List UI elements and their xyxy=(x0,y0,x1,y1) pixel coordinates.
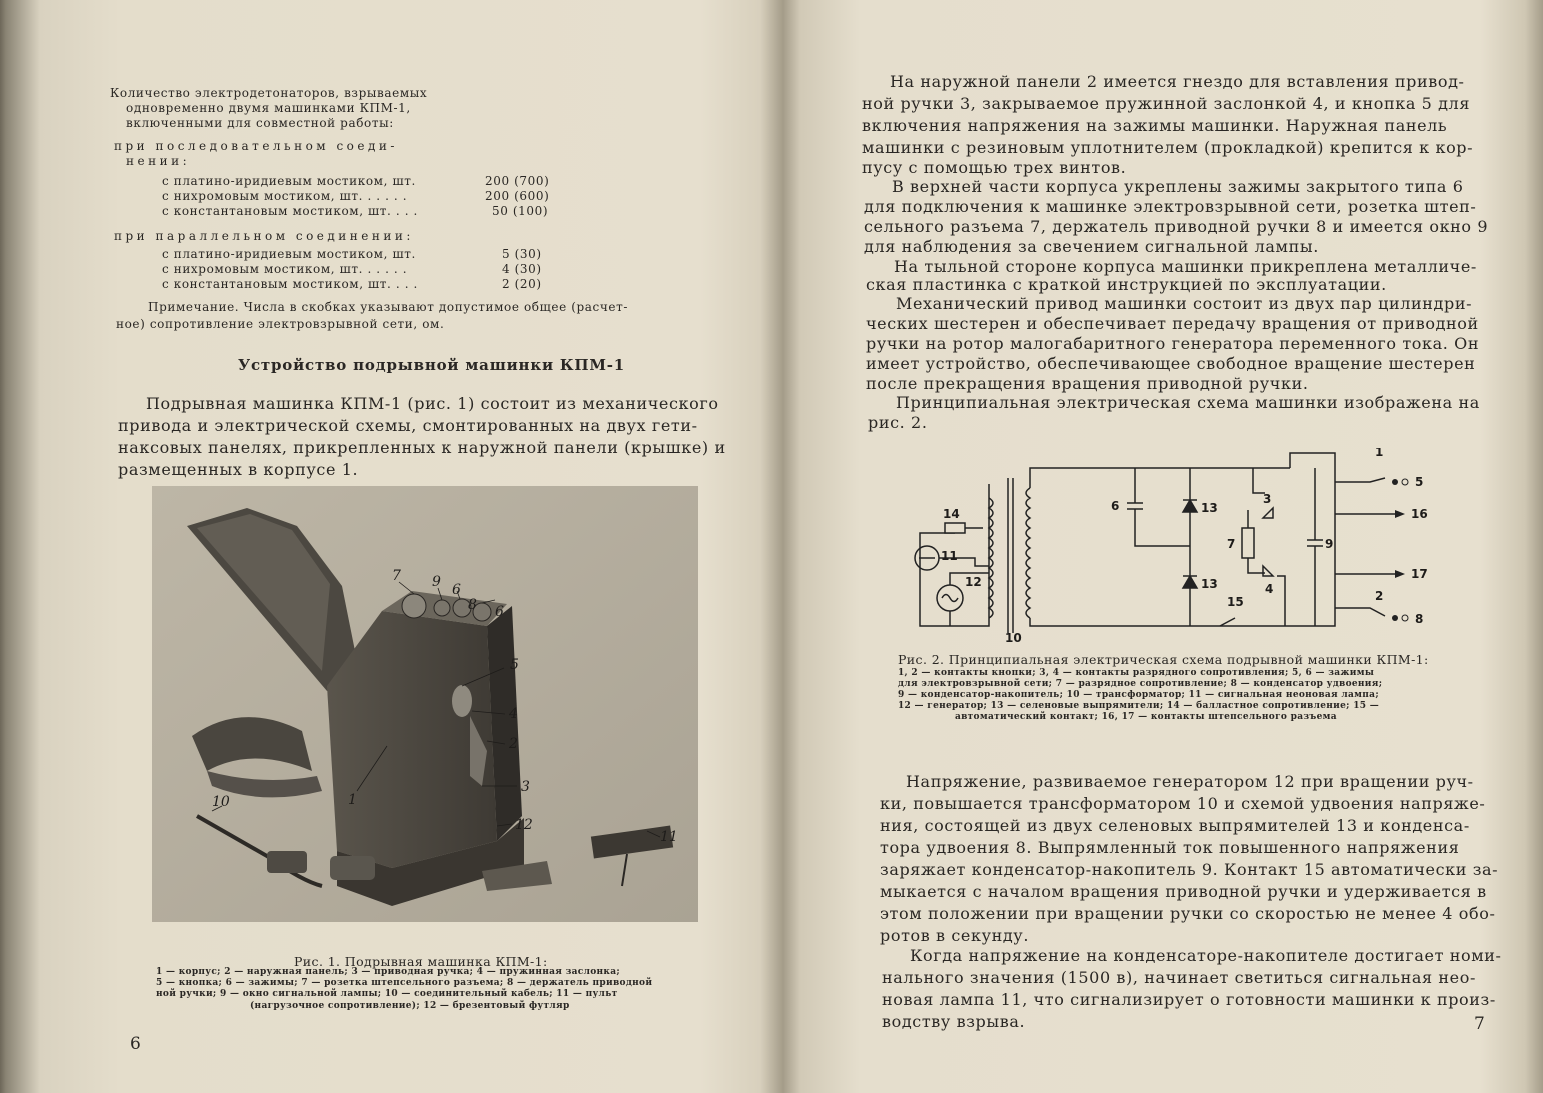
wire-button-2 xyxy=(1335,608,1385,616)
transformer-secondary xyxy=(1026,488,1030,618)
p2-line-2: ки, повышается трансформатором 10 и схемой удвоения напряже- xyxy=(880,794,1486,813)
p1-line-5: пусу с помощью трех винтов. xyxy=(862,158,1127,177)
p2-line-6: мыкается с началом вращения приводной ручки и удерживается в xyxy=(880,882,1487,901)
p1-line-12: Механический привод машинки состоит из двух пар цилиндри- xyxy=(896,294,1473,313)
p1-line-16: после прекращения вращения приводной ручки. xyxy=(866,374,1309,393)
serial-row-1-value: 200 (700) xyxy=(485,174,550,188)
p1-line-15: имеет устройство, обеспечивающее свободное вращение шестерен xyxy=(866,354,1476,373)
button-5 xyxy=(452,685,472,717)
diagram-label-6: 6 xyxy=(1111,499,1120,513)
parallel-row-3-label: с константановым мостиком, шт. . . . xyxy=(162,277,418,291)
diagram-label-5: 5 xyxy=(1415,475,1424,489)
parallel-row-1-value: 5 (30) xyxy=(502,247,542,261)
device-photo-svg xyxy=(152,486,698,922)
intro-paragraph-line-1: Подрывная машинка КПМ-1 (рис. 1) состоит из механического xyxy=(146,394,719,413)
photo-label-6b: 6 xyxy=(495,604,504,620)
p1-line-7: для подключения к машинке электровзрывной сети, розетка штеп- xyxy=(864,197,1477,216)
terminal-8-ring xyxy=(1402,615,1408,621)
photo-label-2: 2 xyxy=(509,736,518,752)
diagram-label-12: 12 xyxy=(965,575,982,589)
photo-label-12: 12 xyxy=(515,817,533,833)
serial-row-3-label: с константановым мостиком, шт. . . . xyxy=(162,204,418,218)
wire-4 xyxy=(1277,576,1285,626)
p1-line-13: ческих шестерен и обеспечивает передачу вращения от приводной xyxy=(866,314,1479,333)
knob-7 xyxy=(402,594,426,618)
serial-heading-1: при последовательном соеди- xyxy=(114,139,398,153)
intro-paragraph-line-3: наксовых панелях, прикрепленных к наружной панели (крышке) и xyxy=(118,438,726,457)
photo-label-5: 5 xyxy=(510,657,519,673)
diagram-label-16: 16 xyxy=(1411,507,1428,521)
note-line-2: ное) сопротивление электровзрывной сети, ом. xyxy=(116,317,445,331)
figure2-caption: Рис. 2. Принципиальная электрическая схема подрывной машинки КПМ-1: xyxy=(898,652,1429,667)
diagram-label-13b: 13 xyxy=(1201,577,1218,591)
diagram-label-3: 3 xyxy=(1263,492,1272,506)
connector-b xyxy=(330,856,375,880)
arrow-16 xyxy=(1395,510,1405,518)
figure2-legend-line-3: 9 — конденсатор-накопитель; 10 — трансформатор; 11 — сигнальная неоновая лампа; xyxy=(898,690,1379,700)
photo-label-8: 8 xyxy=(468,597,477,613)
diagram-label-8: 8 xyxy=(1415,612,1424,626)
photo-label-6a: 6 xyxy=(452,582,461,598)
serial-row-2-value: 200 (600) xyxy=(485,189,550,203)
circuit-diagram-svg xyxy=(905,448,1480,643)
knob-9 xyxy=(434,600,450,616)
p1-line-1: На наружной панели 2 имеется гнездо для вставления привод- xyxy=(890,72,1465,91)
photo-label-1: 1 xyxy=(348,792,357,808)
p1-line-10: На тыльной стороне корпуса машинки прикреплена металличе- xyxy=(894,257,1477,276)
parallel-row-2-label: с нихромовым мостиком, шт. . . . . . xyxy=(162,262,408,276)
figure1-legend-line-3: ной ручки; 9 — окно сигнальной лампы; 10 — соединительный кабель; 11 — пульт xyxy=(156,989,618,999)
p2-line-9: Когда напряжение на конденсаторе-накопителе достигает номи- xyxy=(910,946,1502,965)
p1-line-3: включения напряжения на зажимы машинки. Наружная панель xyxy=(862,116,1448,135)
contact-15 xyxy=(1220,618,1235,626)
figure1-legend-line-2: 5 — кнопка; 6 — зажимы; 7 — розетка штепсельного разъема; 8 — держатель приводной xyxy=(156,978,653,988)
photo-label-11: 11 xyxy=(660,829,678,845)
p2-line-7: этом положении при вращении ручки со скоростью не менее 4 обо- xyxy=(880,904,1496,923)
intro-paragraph-line-2: привода и электрической схемы, смонтированных на двух гети- xyxy=(118,416,698,435)
diagram-label-4: 4 xyxy=(1265,582,1274,596)
resistor-7 xyxy=(1242,528,1254,558)
arrow-17 xyxy=(1395,570,1405,578)
p2-line-1: Напряжение, развиваемое генератором 12 при вращении руч- xyxy=(906,772,1474,791)
right-page xyxy=(800,0,1500,1093)
photo-label-7: 7 xyxy=(392,568,401,584)
p1-line-17: Принципиальная электрическая схема машинки изображена на xyxy=(896,393,1480,412)
figure2-legend-line-4: 12 — генератор; 13 — селеновые выпрямители; 14 — балластное сопротивление; 15 — xyxy=(898,701,1380,711)
diagram-label-17: 17 xyxy=(1411,567,1428,581)
p1-line-8: сельного разъема 7, держатель приводной ручки 8 и имеется окно 9 xyxy=(864,217,1489,236)
wire-3 xyxy=(1253,468,1265,493)
wire-top-rail xyxy=(1030,468,1190,488)
parallel-row-3-value: 2 (20) xyxy=(502,277,542,291)
diagram-label-14: 14 xyxy=(943,507,960,521)
diagram-label-1: 1 xyxy=(1375,448,1384,459)
p2-line-5: заряжает конденсатор-накопитель 9. Контакт 15 автоматически за- xyxy=(880,860,1499,879)
resistor-14 xyxy=(945,523,965,533)
p1-line-18: рис. 2. xyxy=(868,413,928,432)
serial-heading-2: нении: xyxy=(126,154,191,168)
contact-4 xyxy=(1263,566,1273,576)
note-line-1: Примечание. Числа в скобках указывают допустимое общее (расчет- xyxy=(148,300,628,314)
serial-row-1-label: с платино-иридиевым мостиком, шт. xyxy=(162,174,416,188)
p1-line-9: для наблюдения за свечением сигнальной лампы. xyxy=(864,237,1319,256)
connector-a xyxy=(267,851,307,873)
p2-line-10: нального значения (1500 в), начинает светиться сигнальная нео- xyxy=(882,968,1476,987)
p1-line-6: В верхней части корпуса укреплены зажимы закрытого типа 6 xyxy=(892,177,1464,196)
figure2-legend-line-1: 1, 2 — контакты кнопки; 3, 4 — контакты разрядного сопротивления; 5, 6 — зажимы xyxy=(898,668,1375,678)
parallel-row-2-value: 4 (30) xyxy=(502,262,542,276)
device-photo xyxy=(152,486,698,922)
diode-13-lower xyxy=(1183,576,1197,588)
diagram-label-10: 10 xyxy=(1005,631,1022,643)
photo-label-9: 9 xyxy=(432,574,441,590)
wire-bottom-rail xyxy=(1030,618,1275,626)
diagram-label-11: 11 xyxy=(941,549,958,563)
diagram-label-15: 15 xyxy=(1227,595,1244,609)
intro-line-3: включенными для совместной работы: xyxy=(126,116,394,130)
diagram-label-7: 7 xyxy=(1227,537,1236,551)
p2-line-12: водству взрыва. xyxy=(882,1012,1026,1031)
intro-line-2: одновременно двумя машинками КПМ-1, xyxy=(126,101,411,115)
diagram-label-2: 2 xyxy=(1375,589,1384,603)
figure1-legend-line-1: 1 — корпус; 2 — наружная панель; 3 — приводная ручка; 4 — пружинная заслонка; xyxy=(156,967,620,977)
contact-3 xyxy=(1263,508,1273,518)
p1-line-4: машинки с резиновым уплотнителем (прокладкой) крепится к кор- xyxy=(862,138,1474,157)
p2-line-11: новая лампа 11, что сигнализирует о готовности машинки к произ- xyxy=(882,990,1496,1009)
wire-c6-bottom xyxy=(1135,509,1190,546)
page-number-left: 6 xyxy=(130,1034,141,1054)
p2-line-3: ния, состоящей из двух селеновых выпрямителей 13 и конденса- xyxy=(880,816,1470,835)
photo-label-3: 3 xyxy=(521,779,530,795)
terminal-5-dot xyxy=(1392,479,1398,485)
diode-13-upper xyxy=(1183,500,1197,512)
photo-label-4: 4 xyxy=(509,706,518,722)
serial-row-3-value: 50 (100) xyxy=(492,204,549,218)
serial-row-2-label: с нихромовым мостиком, шт. . . . . . xyxy=(162,189,408,203)
parallel-row-1-label: с платино-иридиевым мостиком, шт. xyxy=(162,247,416,261)
p2-line-8: ротов в секунду. xyxy=(880,926,1030,945)
photo-label-10: 10 xyxy=(212,794,230,810)
terminal-5-ring xyxy=(1402,479,1408,485)
figure1-legend-line-4: (нагрузочное сопротивление); 12 — брезентовый футляр xyxy=(250,1001,570,1011)
intro-paragraph-line-4: размещенных в корпусе 1. xyxy=(118,460,359,479)
section-title: Устройство подрывной машинки КПМ-1 xyxy=(238,356,625,374)
page-number-right: 7 xyxy=(1474,1014,1485,1034)
circuit-diagram xyxy=(905,448,1480,643)
diagram-label-9: 9 xyxy=(1325,537,1334,551)
left-page xyxy=(40,0,785,1093)
wire-button-1 xyxy=(1335,478,1385,482)
p1-line-11: ская пластинка с краткой инструкцией по эксплуатации. xyxy=(866,275,1387,294)
parallel-heading: при параллельном соединении: xyxy=(114,229,414,243)
diagram-label-13a: 13 xyxy=(1201,501,1218,515)
figure2-legend-line-2: для электровзрывной сети; 7 — разрядное сопротивление; 8 — конденсатор удвоения; xyxy=(898,679,1383,689)
intro-line-1: Количество электродетонаторов, взрываемых xyxy=(110,86,428,100)
terminal-8-dot xyxy=(1392,615,1398,621)
p1-line-2: ной ручки 3, закрываемое пружинной заслонкой 4, и кнопка 5 для xyxy=(862,94,1471,113)
figure1-caption: Рис. 1. Подрывная машинка КПМ-1: xyxy=(294,954,548,969)
p2-line-4: тора удвоения 8. Выпрямленный ток повышенного напряжения xyxy=(880,838,1460,857)
generator-symbol xyxy=(942,595,958,602)
p1-line-14: ручки на ротор малогабаритного генератора переменного тока. Он xyxy=(866,334,1480,353)
figure2-legend-line-5: автоматический контакт; 16, 17 — контакты штепсельного разъема xyxy=(955,712,1337,722)
